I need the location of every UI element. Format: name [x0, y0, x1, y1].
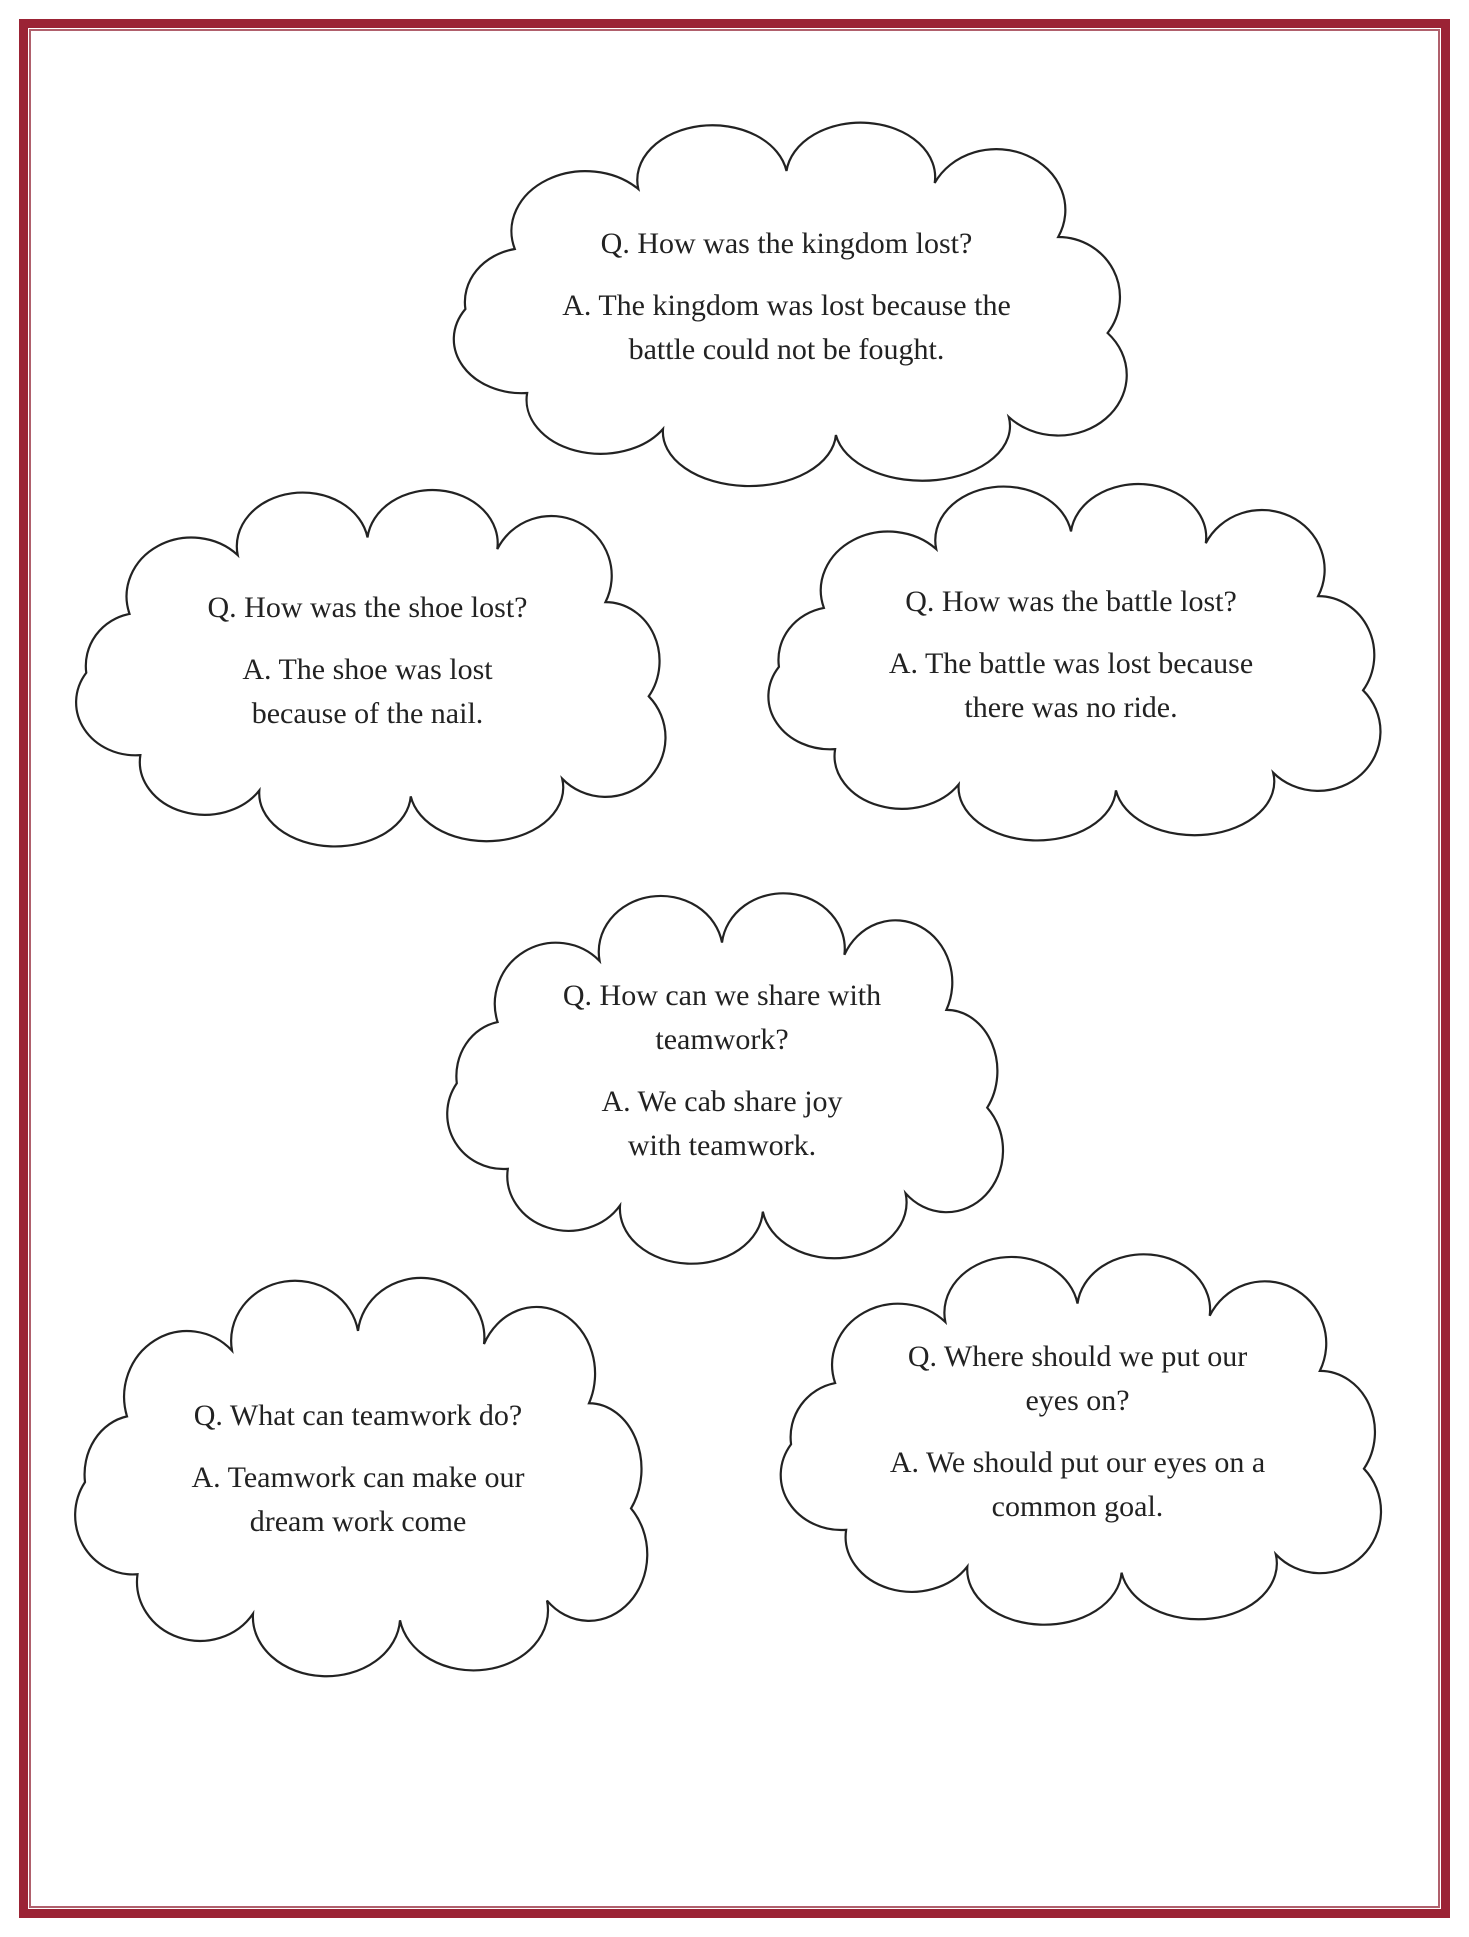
question: Q. How was the kingdom lost?: [600, 227, 973, 260]
question: Q. How was the battle lost?: [905, 585, 1237, 618]
answer: A. We cab share joy with teamwork.: [601, 1085, 843, 1162]
answer: A. The battle was lost because there was no ride.: [888, 647, 1254, 724]
answer: A. The shoe was lost because of the nail.: [242, 653, 493, 730]
question: Q. How was the shoe lost?: [207, 591, 528, 624]
cloud-teamwork-do: [43, 1298, 673, 1640]
cloud-kingdom: [416, 141, 1157, 453]
answer: A. Teamwork can make our dream work come: [191, 1461, 525, 1538]
cloud-battle: [734, 502, 1408, 808]
question: Q. Where should we put our eyes on?: [907, 1340, 1248, 1417]
answer: A. The kingdom was lost because the battle could not be fought.: [562, 289, 1011, 366]
cloud-share: [416, 912, 1028, 1230]
cloud-eyes: [747, 1273, 1408, 1591]
question: Q. What can teamwork do?: [193, 1399, 523, 1432]
cloud-shoe: [43, 508, 692, 814]
question: Q. How can we share with teamwork?: [562, 979, 882, 1056]
answer: A. We should put our eyes on a common goal.: [889, 1446, 1266, 1523]
